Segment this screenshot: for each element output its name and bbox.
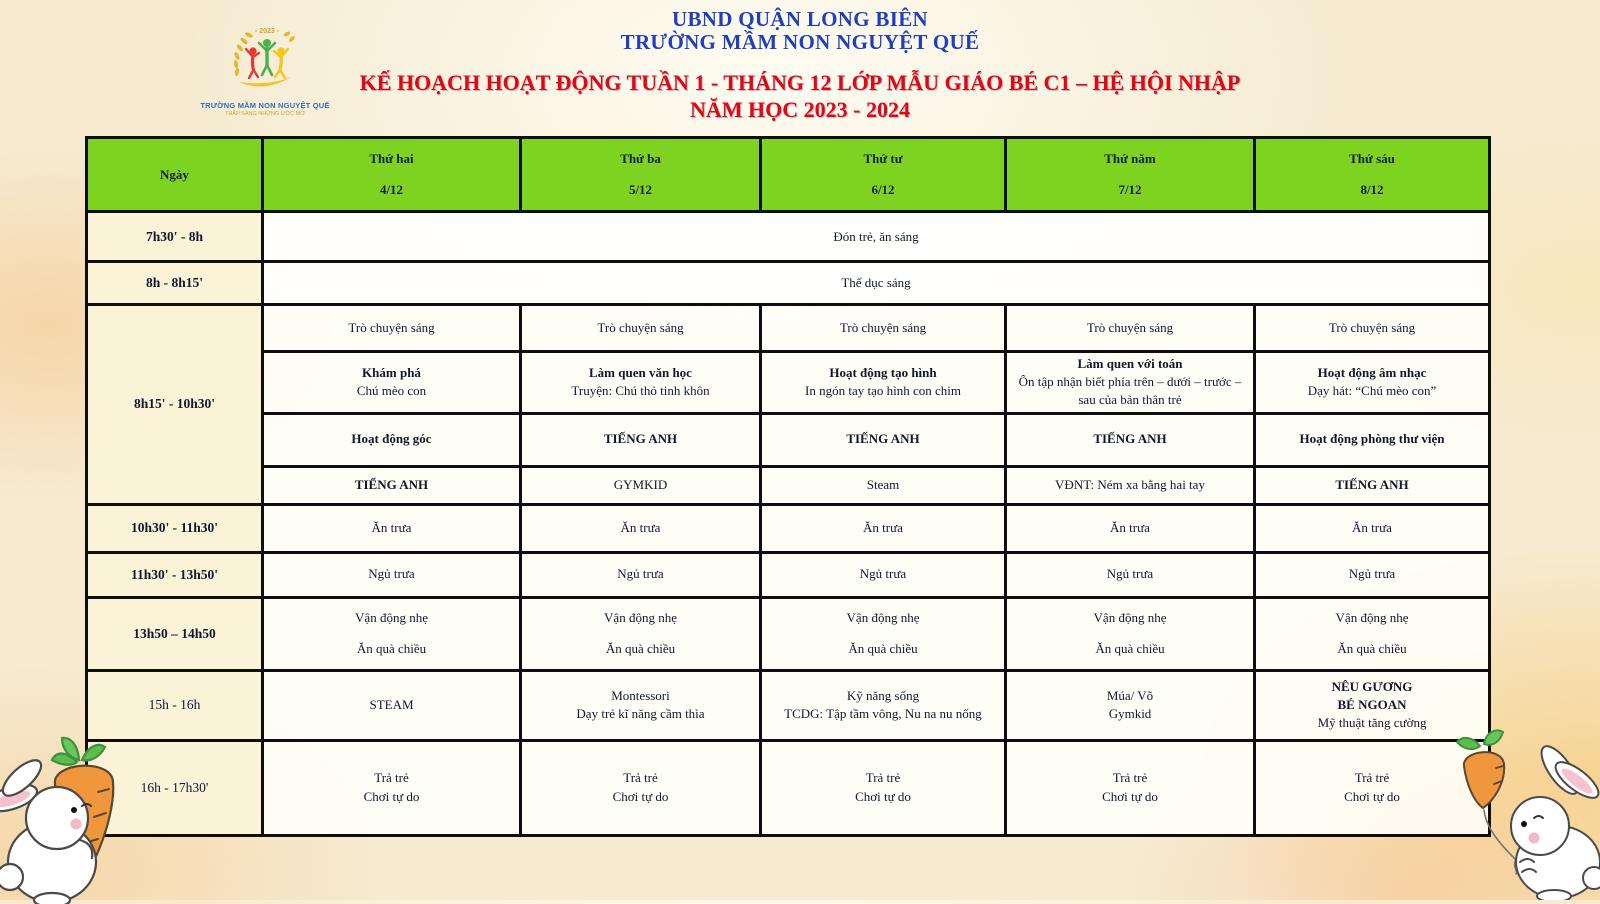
rabbit-carrot-left-illustration <box>0 722 172 904</box>
org-line-2: TRƯỜNG MẦM NON NGUYỆT QUẾ <box>620 30 980 54</box>
cell-line: Ngủ trưa <box>1348 566 1396 582</box>
cell-line: Ăn quà chiều <box>605 640 676 656</box>
schedule-cell <box>263 352 521 414</box>
cell-line: TIẾNG ANH <box>603 431 678 447</box>
cell-line: Chơi tự do <box>612 788 669 804</box>
cell-line: Hoạt động âm nhạc <box>1317 365 1427 381</box>
day-date: 4/12 <box>379 182 404 197</box>
time-slot-label: 7h30' - 8h <box>87 212 263 262</box>
schedule-cell <box>1255 413 1490 466</box>
schedule-cell <box>1006 413 1255 466</box>
cell-line: Hoạt động phòng thư viện <box>1299 431 1445 447</box>
schedule-subrow <box>87 352 1490 414</box>
plan-year: NĂM HỌC 2023 - 2024 <box>690 97 910 122</box>
cell-line: Trả trẻ <box>865 770 901 786</box>
cell-line: Ôn tập nhận biết phía trên – dưới – trước – sau của bản thân trẻ <box>1018 374 1242 408</box>
school-header <box>0 8 1600 123</box>
cell-line: Ăn trưa <box>1352 519 1392 535</box>
schedule-row <box>87 670 1490 740</box>
org-line-1: UBND QUẬN LONG BIÊN <box>672 7 928 31</box>
cell-line: Múa/ Võ <box>1106 687 1154 703</box>
day-header <box>263 138 521 212</box>
cell-line: TIẾNG ANH <box>846 431 920 447</box>
schedule-row <box>87 212 1490 262</box>
cell-line: Ăn trưa <box>620 519 661 535</box>
schedule-cell <box>263 504 521 552</box>
time-slot-label: 15h - 16h <box>87 670 263 740</box>
cell-line: Ngủ trưa <box>859 566 907 582</box>
schedule-cell <box>521 597 761 670</box>
merged-activity-cell: Thể dục sáng <box>263 262 1490 305</box>
schedule-cell <box>1006 504 1255 552</box>
plan-title: KẾ HOẠCH HOẠT ĐỘNG TUẦN 1 - THÁNG 12 LỚP MẪU GIÁO BÉ C1 – HỆ HỘI NHẬP <box>359 70 1241 95</box>
cell-line: Truyện: Chú thỏ tinh khôn <box>571 383 710 399</box>
logo-school-name: TRƯỜNG MẦM NON NGUYỆT QUẾ <box>200 101 330 110</box>
schedule-cell <box>761 466 1006 504</box>
schedule-cell <box>521 552 761 597</box>
schedule-cell <box>761 740 1006 835</box>
time-slot-label: 13h50 – 14h50 <box>87 597 263 670</box>
schedule-cell <box>521 504 761 552</box>
cell-line: Chơi tự do <box>1102 788 1158 804</box>
schedule-row <box>87 262 1490 305</box>
day-header <box>1255 138 1490 212</box>
schedule-cell <box>263 597 521 670</box>
cell-line: Làm quen văn học <box>589 365 692 381</box>
schedule-table <box>85 136 1491 837</box>
cell-line: TIẾNG ANH <box>1093 431 1167 447</box>
schedule-cell <box>761 504 1006 552</box>
day-header <box>521 138 761 212</box>
cell-line: Chơi tự do <box>855 788 911 804</box>
schedule-cell <box>263 670 521 740</box>
cell-line: Ăn quà chiều <box>1337 640 1407 656</box>
cell-line: Hoạt động tạo hình <box>829 365 937 381</box>
schedule-cell <box>1006 466 1255 504</box>
schedule-cell <box>263 413 521 466</box>
schedule-cell <box>1006 740 1255 835</box>
schedule-cell <box>761 597 1006 670</box>
cell-line: Trò chuyện sáng <box>839 319 927 335</box>
cell-line: Chú mèo con <box>356 383 427 399</box>
cell-line: NÊU GƯƠNG <box>1331 678 1413 694</box>
cell-line: Trò chuyện sáng <box>1328 319 1416 335</box>
merged-activity-cell: Đón trẻ, ăn sáng <box>263 212 1490 262</box>
schedule-cell <box>263 740 521 835</box>
cell-line: Trò chuyện sáng <box>597 319 684 335</box>
cell-line: Ăn quà chiều <box>848 640 918 656</box>
logo-year-text: - 2023 - <box>254 28 280 35</box>
schedule-cell <box>1255 352 1490 414</box>
cell-line: TIẾNG ANH <box>1335 476 1409 492</box>
cell-line: Ăn trưa <box>863 519 903 535</box>
schedule-cell <box>1255 504 1490 552</box>
cell-line: Trả trẻ <box>1354 770 1390 786</box>
day-date: 5/12 <box>628 182 653 197</box>
rabbit-carrot-right-illustration <box>1442 728 1600 900</box>
day-name: Thứ tư <box>863 151 903 166</box>
cell-line: Ngủ trưa <box>1106 566 1154 582</box>
cell-line: Làm quen với toán <box>1077 356 1183 371</box>
logo-slogan: THẮP SÁNG NHỮNG ƯỚC MƠ <box>225 111 305 117</box>
day-name: Thứ ba <box>620 151 661 166</box>
day-date: 7/12 <box>1118 182 1142 197</box>
cell-line: Chơi tự do <box>363 788 420 804</box>
schedule-cell <box>1006 352 1255 414</box>
schedule-cell <box>521 413 761 466</box>
cell-line: Gymkid <box>1108 706 1152 722</box>
cell-line: Steam <box>866 476 900 492</box>
schedule-subrow <box>87 413 1490 466</box>
schedule-cell <box>761 413 1006 466</box>
day-name: Thứ sáu <box>1349 151 1395 166</box>
schedule-cell <box>1255 552 1490 597</box>
cell-line: Ngủ trưa <box>368 566 415 582</box>
cell-line: GYMKID <box>613 476 668 492</box>
cell-line: Ăn quà chiều <box>1095 640 1165 656</box>
day-header <box>761 138 1006 212</box>
time-slot-label: 8h - 8h15' <box>87 262 263 305</box>
table-header-row <box>87 138 1490 212</box>
day-name: Thứ năm <box>1104 151 1156 166</box>
schedule-cell <box>521 305 761 352</box>
cell-line: Dạy trẻ kĩ năng cầm thìa <box>576 706 705 722</box>
cell-line: Dạy hát: “Chú mèo con” <box>1307 383 1437 399</box>
schedule-cell <box>263 305 521 352</box>
time-slot-label: 16h - 17h30' <box>87 740 263 835</box>
cell-line: VĐNT: Ném xa bằng hai tay <box>1055 476 1205 492</box>
day-name: Thứ hai <box>369 151 414 166</box>
schedule-cell <box>761 352 1006 414</box>
schedule-cell <box>521 670 761 740</box>
cell-line: Mỹ thuật tăng cường <box>1317 715 1427 731</box>
day-date: 6/12 <box>871 182 895 197</box>
cell-line: Montessori <box>611 687 670 703</box>
schedule-cell <box>1006 305 1255 352</box>
schedule-row <box>87 552 1490 597</box>
time-slot-label: 10h30' - 11h30' <box>87 504 263 552</box>
cell-line: Trả trẻ <box>374 770 409 786</box>
cell-line: BÉ NGOAN <box>1337 696 1407 712</box>
cell-line: Trả trẻ <box>1112 770 1148 786</box>
time-slot-label: 11h30' - 13h50' <box>87 552 263 597</box>
cell-line: Vận động nhẹ <box>1335 610 1409 626</box>
schedule-cell <box>1255 305 1490 352</box>
schedule-cell <box>1006 552 1255 597</box>
schedule-subrow <box>87 466 1490 504</box>
schedule-cell <box>1255 466 1490 504</box>
cell-line: Ăn quà chiều <box>356 640 427 656</box>
cell-line: Ăn trưa <box>371 519 412 535</box>
schedule-cell <box>761 552 1006 597</box>
schedule-cell <box>521 352 761 414</box>
cell-line: Vận động nhẹ <box>846 610 920 626</box>
schedule-cell <box>263 552 521 597</box>
cell-line: Ăn trưa <box>1110 519 1150 535</box>
corner-header-ngay: Ngày <box>87 138 263 212</box>
cell-line: Chơi tự do <box>1344 788 1400 804</box>
schedule-subrow <box>87 305 1490 352</box>
cell-line: Trò chuyện sáng <box>348 319 435 335</box>
cell-line: TCDG: Tập tầm vông, Nu na nu nống <box>784 706 982 722</box>
cell-line: Khám phá <box>362 365 421 381</box>
schedule-cell <box>1006 597 1255 670</box>
cell-line: Vận động nhẹ <box>604 610 677 626</box>
schedule-cell <box>521 740 761 835</box>
schedule-row <box>87 597 1490 670</box>
day-date: 8/12 <box>1360 182 1384 197</box>
schedule-cell <box>521 466 761 504</box>
schedule-cell <box>1255 597 1490 670</box>
schedule-cell <box>761 305 1006 352</box>
cell-line: Vận động nhẹ <box>1093 610 1167 626</box>
cell-line: Vận động nhẹ <box>355 610 428 626</box>
cell-line: Hoạt động góc <box>351 431 432 447</box>
cell-line: Trả trẻ <box>623 770 658 786</box>
cell-line: Trò chuyện sáng <box>1086 319 1174 335</box>
cell-line: STEAM <box>369 696 414 712</box>
schedule-cell <box>1006 670 1255 740</box>
schedule-row <box>87 504 1490 552</box>
day-header <box>1006 138 1255 212</box>
schedule-row <box>87 740 1490 835</box>
cell-line: Kỹ năng sống <box>846 687 920 703</box>
cell-line: Ngủ trưa <box>617 566 664 582</box>
cell-line: In ngón tay tạo hình con chim <box>805 383 961 399</box>
schedule-cell <box>263 466 521 504</box>
time-slot-label: 8h15' - 10h30' <box>87 305 263 505</box>
cell-line: TIẾNG ANH <box>354 476 429 492</box>
schedule-cell <box>761 670 1006 740</box>
